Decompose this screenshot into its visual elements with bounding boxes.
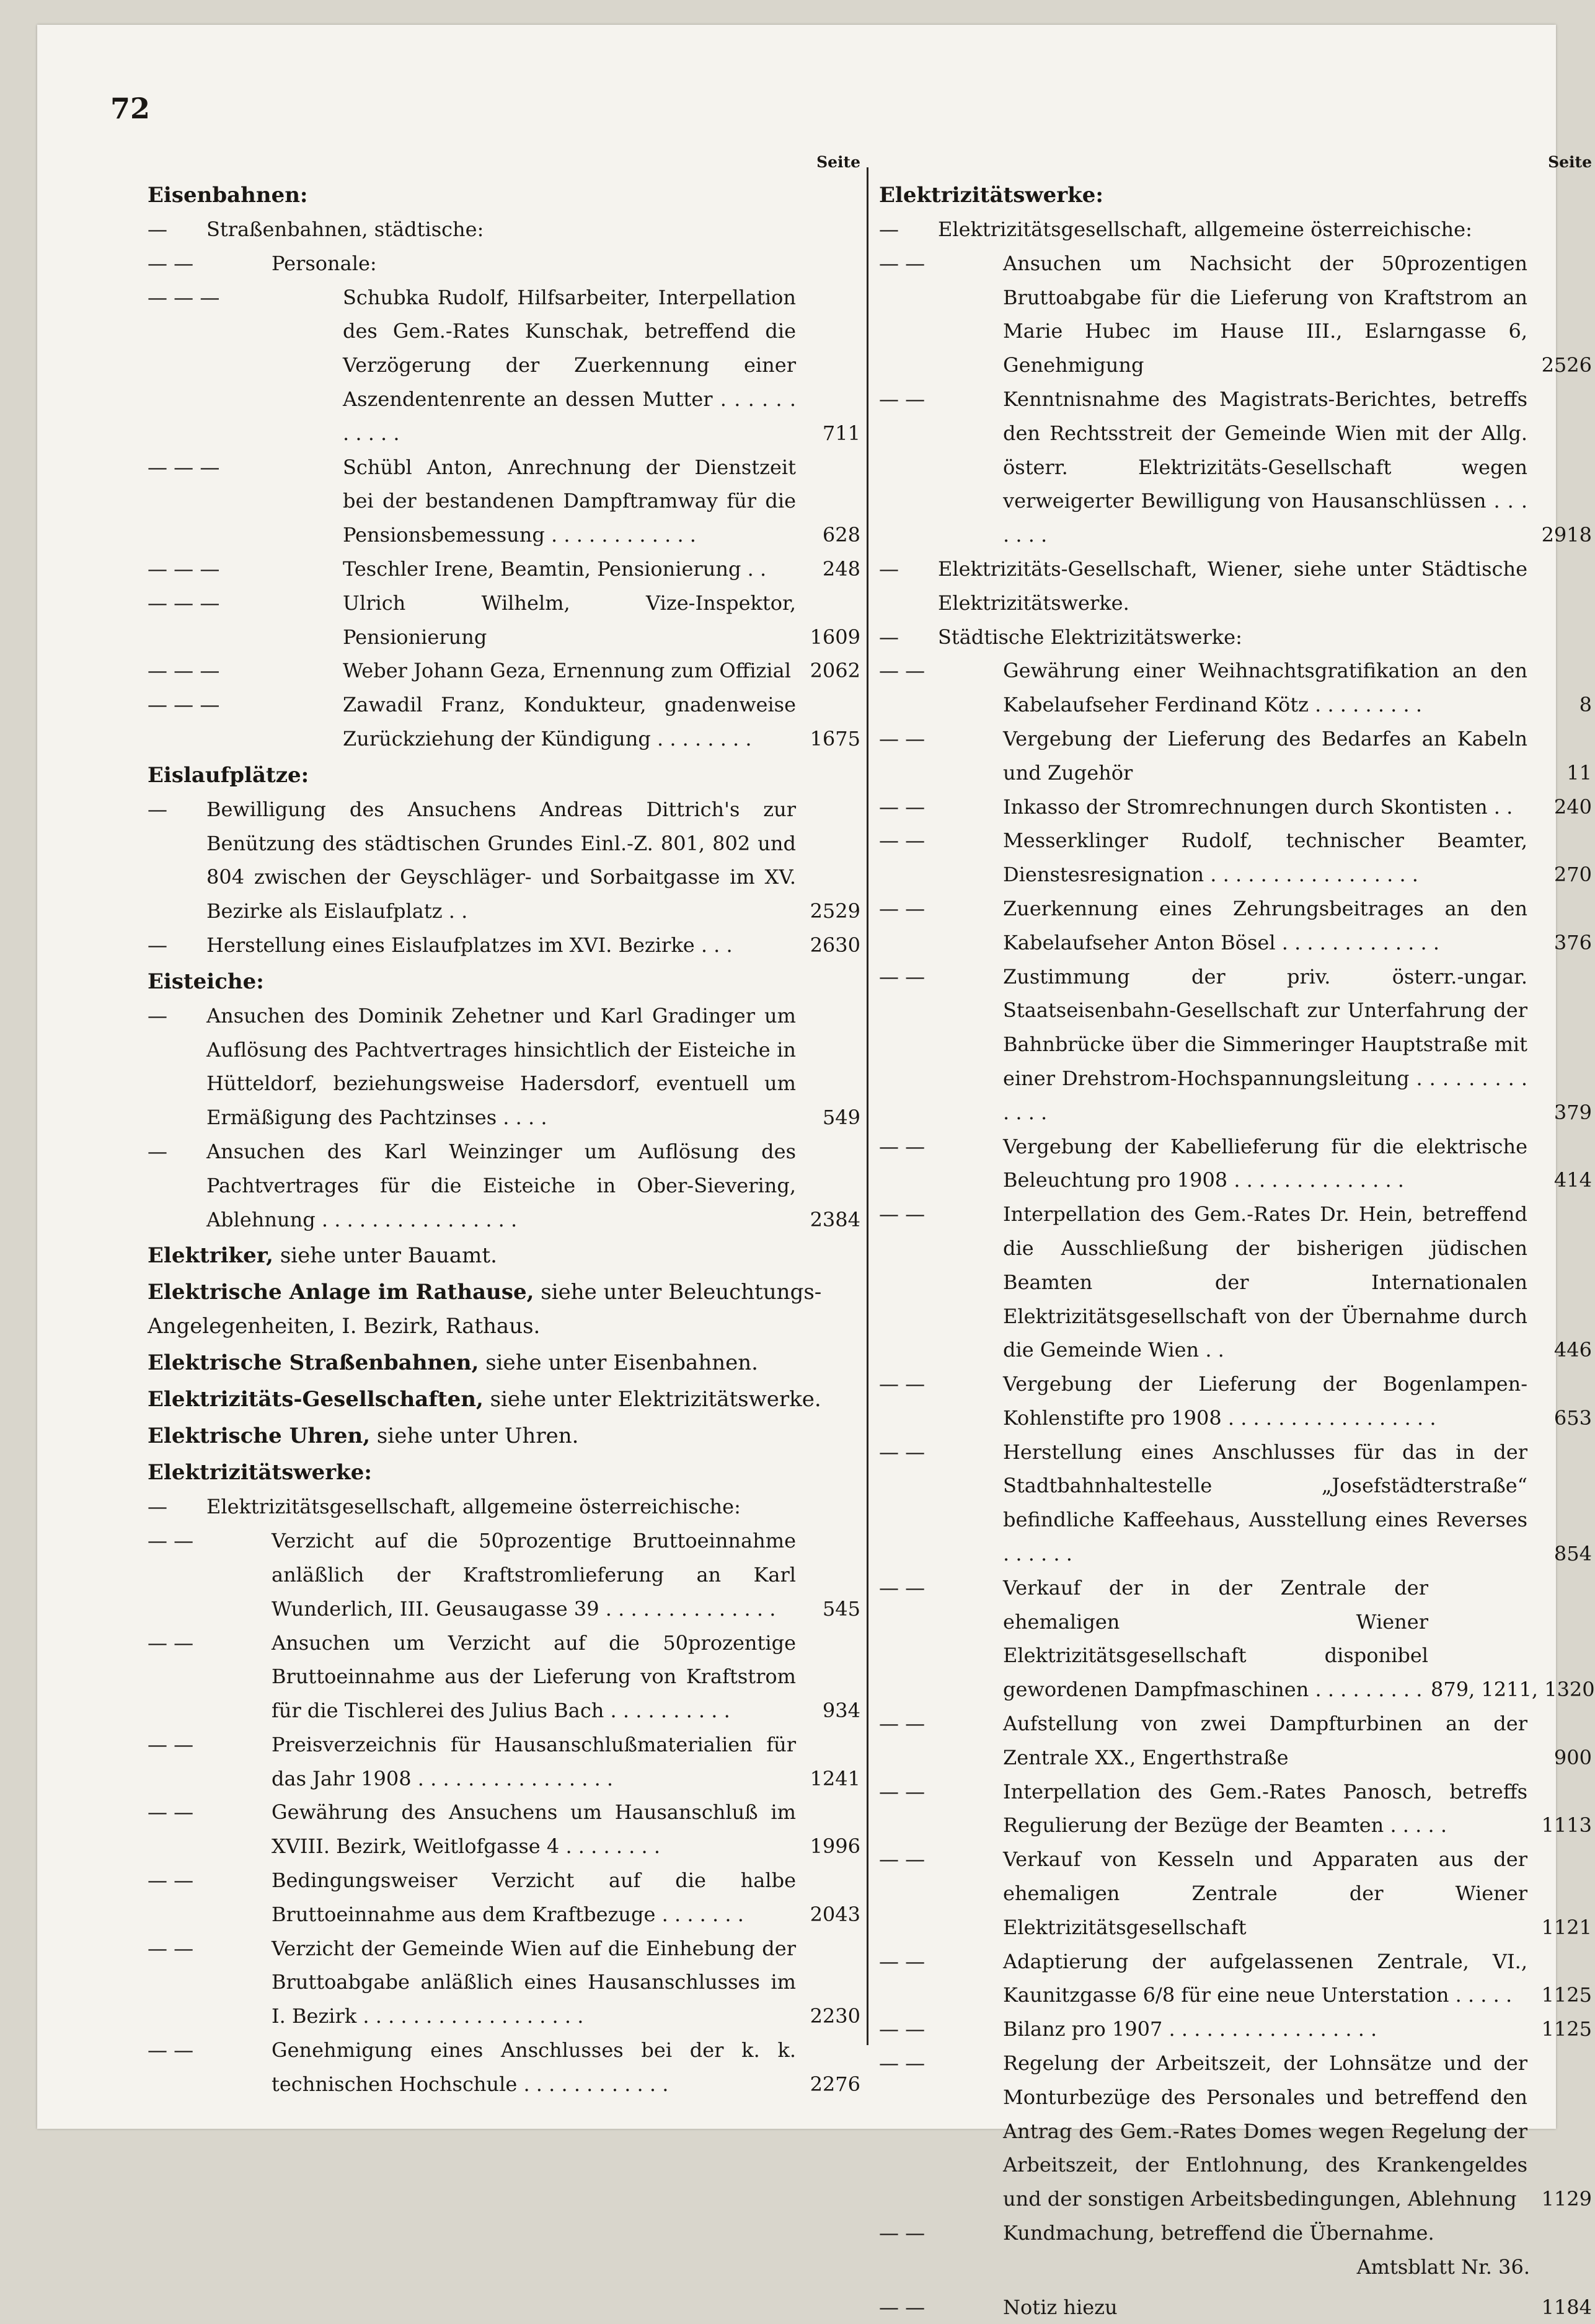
index-entry <box>148 1135 860 1236</box>
right-entries <box>879 178 1595 2324</box>
entry-text: Verkauf von Kesseln und Apparaten aus der ehemaligen Zentrale der Wiener Elektrizitätsgesellschaft <box>1003 1847 1527 1939</box>
entry-dash: — <box>879 557 906 581</box>
entry-text: Weber Johann Geza, Ernennung zum Offizial <box>343 659 791 683</box>
heading-text: Elektrische Uhren, <box>148 1424 371 1449</box>
entry-text: Verkauf der in der Zentrale der ehemaligen Wiener Elektrizitätsgesellschaft disponibel gewordenen Dampfmaschinen . . . . . . . . . <box>1003 1575 1428 1702</box>
right-column <box>879 149 1595 2324</box>
index-entry <box>148 793 860 928</box>
index-entry <box>879 1435 1592 1571</box>
entry-dash: — — <box>879 829 932 853</box>
entry-dash: — — <box>879 2295 932 2319</box>
heading-reference: siehe unter Elektrizitätswerke. <box>483 1387 821 1412</box>
entry-dash: — — — <box>148 591 226 615</box>
index-entry <box>879 213 1592 247</box>
index-entry <box>148 1728 860 1796</box>
index-heading <box>148 1383 860 1417</box>
entry-dash: — — — <box>148 693 226 717</box>
entry-text: Genehmigung eines Anschlusses bei der k. k. technischen Hochschule . . . . . . . . . . . . <box>272 2038 796 2096</box>
entry-dash: — <box>148 1003 174 1028</box>
entry-text: Ansuchen um Verzicht auf die 50prozentige Bruttoeinnahme aus der Lieferung von Kraftstrom für die Tischlerei des Julius Bach . . . . . . . . . . <box>272 1631 796 1723</box>
index-entry <box>879 722 1592 790</box>
entry-dash: — <box>879 218 906 241</box>
entry-page: 446 <box>1553 1338 1592 1362</box>
entry-page: 2276 <box>810 2072 860 2096</box>
index-entry <box>879 1945 1592 2013</box>
entry-page: 1609 <box>810 625 860 649</box>
entry-dash: — — <box>148 251 200 275</box>
entry-dash: — — <box>879 1134 932 1158</box>
entry-text: Schübl Anton, Anrechnung der Dienstzeit bei der bestandenen Dampftramway für die Pensionsbemessung . . . . . . . . . . . . <box>343 455 796 547</box>
index-heading <box>879 178 1592 213</box>
index-entry <box>148 654 860 688</box>
entry-dash: — — <box>879 1712 932 1736</box>
entry-dash: — — — <box>148 557 226 581</box>
entry-page: 879, 1211, 1320 <box>1431 1678 1595 1702</box>
entry-text: Ansuchen um Nachsicht der 50prozentigen Bruttoabgabe für die Lieferung von Kraftstrom an Marie Hubec im Hause III., Eslarngasse 6, Genehmigung <box>1003 251 1527 377</box>
entry-dash: — — <box>879 1949 932 1973</box>
heading-reference: siehe unter Bauamt. <box>273 1243 497 1269</box>
entry-dash: — <box>148 933 174 957</box>
index-entry <box>148 688 860 756</box>
left-column <box>148 149 860 2102</box>
entry-text: Bedingungsweiser Verzicht auf die halbe Bruttoeinnahme aus dem Kraftbezuge . . . . . . . <box>272 1868 796 1926</box>
heading-reference: siehe unter Eisenbahnen. <box>479 1350 758 1376</box>
index-heading <box>148 965 860 999</box>
entry-dash: — — — <box>148 285 226 309</box>
entry-text: Straßenbahnen, städtische: <box>206 218 484 241</box>
entry-page: 1125 <box>1541 2017 1592 2041</box>
seite-label-left: Seite <box>816 153 860 171</box>
entry-dash: — — <box>879 2051 932 2075</box>
entry-text: Gewährung des Ansuchens um Hausanschluß im XVIII. Bezirk, Weitlofgasse 4 . . . . . . . . <box>272 1800 796 1859</box>
entry-page: 414 <box>1553 1168 1592 1192</box>
entry-text: Ansuchen des Karl Weinzinger um Auflösung des Pachtvertrages für die Eisteiche in Ober-Sievering, Ablehnung . . . . . . . . . . . . . . . . <box>206 1139 796 1231</box>
entry-page: 934 <box>822 1699 860 1723</box>
entry-page: 711 <box>822 421 860 445</box>
heading-text: Elektrizitätswerke: <box>148 1460 372 1486</box>
entry-text: Vergebung der Lieferung des Bedarfes an Kabeln und Zugehör <box>1003 726 1527 785</box>
heading-text: Elektrizitätswerke: <box>879 183 1103 208</box>
entry-page: 1996 <box>810 1834 860 1859</box>
entry-text: Elektrizitäts-Gesellschaft, Wiener, siehe unter Städtische Elektrizitätswerke. <box>938 557 1527 615</box>
index-heading <box>148 1419 860 1453</box>
entry-dash: — <box>879 625 906 649</box>
index-entry <box>879 2046 1592 2216</box>
entry-page: 628 <box>822 523 860 547</box>
index-entry <box>148 1864 860 1932</box>
entry-page: 376 <box>1553 930 1592 954</box>
entry-page: 854 <box>1553 1542 1592 1566</box>
entry-page: 1125 <box>1541 1983 1592 2007</box>
entry-page: 545 <box>822 1596 860 1621</box>
index-entry <box>879 2012 1592 2046</box>
index-entry <box>879 1707 1592 1775</box>
index-entry <box>879 824 1592 892</box>
entry-dash: — — <box>879 794 932 819</box>
heading-text: Elektriker, <box>148 1243 274 1269</box>
entry-dash: — <box>148 218 174 241</box>
entry-dash: — — <box>879 251 932 275</box>
index-entry <box>148 281 860 451</box>
entry-dash: — — <box>879 1440 932 1464</box>
index-entry <box>148 552 860 586</box>
entry-page: 8 <box>1579 693 1592 717</box>
entry-text: Vergebung der Kabellieferung für die elektrische Beleuchtung pro 1908 . . . . . . . . . . . . . . <box>1003 1134 1527 1192</box>
entry-dash: — — — <box>148 455 226 479</box>
entry-page: 2526 <box>1541 353 1592 377</box>
index-entry <box>879 2291 1592 2324</box>
entry-text: Städtische Elektrizitätswerke: <box>938 625 1242 649</box>
entry-text: Ulrich Wilhelm, Vize-Inspektor, Pensionierung <box>343 591 796 649</box>
column-divider <box>867 167 868 2045</box>
source-note: Amtsblatt Nr. 36. <box>1356 2255 1530 2279</box>
index-entry <box>148 2033 860 2102</box>
index-entry <box>148 247 860 281</box>
heading-text: Elektrische Straßenbahnen, <box>148 1350 479 1376</box>
entry-text: Zustimmung der priv. österr.-ungar. Staatseisenbahn-Gesellschaft zur Unterfahrung der Bahnbrücke über die Simmeringer Hauptstraße mit einer Drehstrom-Hochspannungsleitung . . . . . . . . . . . . . <box>1003 964 1527 1124</box>
entry-text: Bewilligung des Ansuchens Andreas Dittrich's zur Benützung des städtischen Grundes Einl.-Z. 801, 802 und 804 zwischen der Geyschläger- und Sorbaitgasse im XV. Bezirke als Eislaufplatz . . <box>206 797 796 923</box>
index-heading <box>148 178 860 213</box>
index-entry <box>879 2216 1592 2250</box>
entry-text: Gewährung einer Weihnachtsgratifikation an den Kabelaufseher Ferdinand Kötz . . . . . . . . . <box>1003 659 1527 717</box>
entry-dash: — <box>148 797 174 821</box>
entry-page: 2529 <box>810 899 860 923</box>
left-entries <box>148 178 860 2102</box>
entry-dash: — — <box>148 1936 200 1960</box>
entry-page: 1184 <box>1541 2295 1592 2319</box>
entry-text: Verzicht der Gemeinde Wien auf die Einhebung der Bruttoabgabe anläßlich eines Hausanschlusses im I. Bezirk . . . . . . . . . . . . . . . . . . <box>272 1936 796 2028</box>
heading-text: Eisteiche: <box>148 969 264 994</box>
index-entry <box>879 552 1592 620</box>
entry-text: Elektrizitätsgesellschaft, allgemeine österreichische: <box>938 218 1472 241</box>
page-number: 72 <box>110 92 151 125</box>
entry-page: 11 <box>1566 760 1592 785</box>
entry-text: Zuerkennung eines Zehrungsbeitrages an den Kabelaufseher Anton Bösel . . . . . . . . . . . . . <box>1003 896 1527 954</box>
entry-dash: — — <box>879 2017 932 2041</box>
entry-dash: — — <box>879 964 932 988</box>
entry-dash: — — <box>148 1868 200 1893</box>
entry-dash: — <box>148 1495 174 1519</box>
index-entry <box>879 790 1592 824</box>
entry-page: 240 <box>1553 794 1592 819</box>
entry-text: Elektrizitätsgesellschaft, allgemeine österreichische: <box>206 1495 741 1519</box>
index-entry <box>148 1490 860 1524</box>
index-heading <box>148 1239 860 1273</box>
entry-text: Zawadil Franz, Kondukteur, gnadenweise Zurückziehung der Kündigung . . . . . . . . <box>343 693 796 750</box>
index-entry <box>879 1367 1592 1435</box>
entry-text: Ansuchen des Dominik Zehetner und Karl Gradinger um Auflösung des Pachtvertrages hinsichtlich der Eisteiche in Hütteldorf, beziehungsweise Hadersdorf, eventuell um Ermäßigung des Pachtzinses . . . . <box>206 1003 796 1130</box>
heading-reference: siehe unter Uhren. <box>370 1424 579 1449</box>
index-heading <box>148 1275 860 1344</box>
entry-text: Bilanz pro 1907 . . . . . . . . . . . . . . . . . <box>1003 2017 1377 2041</box>
entry-page: 2630 <box>810 933 860 957</box>
index-entry <box>148 1626 860 1728</box>
entry-text: Herstellung eines Eislaufplatzes im XVI. Bezirke . . . <box>206 933 733 957</box>
entry-page: 1675 <box>810 726 860 750</box>
heading-text: Eislaufplätze: <box>148 762 309 788</box>
heading-text: Elektrische Anlage im Rathause, <box>148 1280 534 1305</box>
entry-page: 2043 <box>810 1902 860 1926</box>
index-entry <box>879 382 1592 552</box>
entry-text: Vergebung der Lieferung der Bogenlampen-Kohlenstifte pro 1908 . . . . . . . . . . . . . . . . . <box>1003 1372 1527 1430</box>
entry-text: Herstellung eines Anschlusses für das in der Stadtbahnhaltestelle „Josefstädterstraße“ befindliche Kaffeehaus, Ausstellung eines Reverses . . . . . . <box>1003 1440 1527 1566</box>
entry-dash: — <box>148 1139 174 1163</box>
index-heading <box>148 1346 860 1380</box>
entry-dash: — — <box>148 1529 200 1553</box>
entry-page: 1241 <box>810 1766 860 1790</box>
entry-dash: — — <box>148 1800 200 1824</box>
entry-page: 270 <box>1553 863 1592 887</box>
index-entry <box>148 999 860 1135</box>
entry-dash: — — <box>879 896 932 920</box>
entry-text: Adaptierung der aufgelassenen Zentrale, VI., Kaunitzgasse 6/8 für eine neue Unterstation . . . . . <box>1003 1949 1527 2007</box>
index-entry <box>879 654 1592 722</box>
page-sheet <box>37 25 1595 2319</box>
entry-text: Interpellation des Gem.-Rates Panosch, betreffs Regulierung der Bezüge der Beamten . . . . . <box>1003 1779 1527 1838</box>
index-entry <box>879 1130 1592 1198</box>
entry-text: Preisverzeichnis für Hausanschlußmaterialien für das Jahr 1908 . . . . . . . . . . . . . . . . <box>272 1732 796 1790</box>
index-heading <box>148 1456 860 1490</box>
index-entry <box>879 892 1592 960</box>
entry-dash: — — <box>879 1202 932 1226</box>
entry-dash: — — <box>879 387 932 411</box>
heading-text: Eisenbahnen: <box>148 183 308 208</box>
entry-text: Aufstellung von zwei Dampfturbinen an der Zentrale XX., Engerthstraße <box>1003 1712 1527 1769</box>
entry-text: Kenntnisnahme des Magistrats-Berichtes, betreffs den Rechtsstreit der Gemeinde Wien mit der Allg. österr. Elektrizitäts-Gesellschaft wegen verweigerter Bewilligung von Hausanschlüssen . . . . . . . <box>1003 387 1527 547</box>
index-entry <box>148 1795 860 1864</box>
entry-dash: — — <box>879 2221 932 2245</box>
index-entry <box>879 1197 1592 1367</box>
entry-dash: — — <box>148 2038 200 2062</box>
entry-page: 2918 <box>1541 523 1592 547</box>
entry-page: 549 <box>822 1106 860 1130</box>
entry-text: Schubka Rudolf, Hilfsarbeiter, Interpellation des Gem.-Rates Kunschak, betreffend die Verzögerung der Zuerkennung einer Aszendentenrente an dessen Mutter . . . . . . . . . . . <box>343 285 796 445</box>
entry-dash: — — <box>879 1847 932 1872</box>
index-entry <box>148 451 860 552</box>
entry-dash: — — — <box>148 659 226 683</box>
entry-dash: — — <box>148 1732 200 1756</box>
entry-dash: — — <box>879 1779 932 1803</box>
index-entry <box>879 1571 1595 1707</box>
entry-text: Regelung der Arbeitszeit, der Lohnsätze und der Monturbezüge des Personales und betreffend den Antrag des Gem.-Rates Domes wegen Regelung der Arbeitszeit, der Entlohnung, des Krankengeldes und der sonstigen Arbeitsbedingungen, Ablehnung <box>1003 2051 1527 2211</box>
entry-page: 248 <box>822 557 860 581</box>
entry-dash: — — <box>879 1372 932 1396</box>
entry-dash: — — <box>879 659 932 683</box>
index-entry <box>879 960 1592 1130</box>
heading-text: Elektrizitäts-Gesellschaften, <box>148 1387 484 1412</box>
index-entry <box>148 1524 860 1626</box>
entry-text: Verzicht auf die 50prozentige Bruttoeinnahme anläßlich der Kraftstromlieferung an Karl Wunderlich, III. Geusaugasse 39 . . . . . . . . . . . . . . <box>272 1529 796 1621</box>
index-entry <box>879 1842 1592 1944</box>
entry-text: Inkasso der Stromrechnungen durch Skontisten . . <box>1003 794 1513 819</box>
entry-page: 379 <box>1553 1100 1592 1124</box>
index-heading <box>148 759 860 793</box>
entry-dash: — — <box>879 1575 932 1600</box>
seite-label-right: Seite <box>1548 153 1592 171</box>
entry-text: Messerklinger Rudolf, technischer Beamter, Dienstesresignation . . . . . . . . . . . . . . . . . <box>1003 829 1527 887</box>
entry-dash: — — <box>148 1631 200 1655</box>
entry-page: 900 <box>1553 1745 1592 1769</box>
heading-reference: siehe unter Beleuchtungs-Angelegenheiten, I. Bezirk, Rathaus. <box>148 1280 822 1339</box>
entry-page: 2230 <box>810 2004 860 2028</box>
entry-text: Teschler Irene, Beamtin, Pensionierung . . <box>343 557 767 581</box>
entry-text: Personale: <box>272 251 377 275</box>
index-entry <box>148 1932 860 2033</box>
index-entry <box>879 247 1592 382</box>
entry-page: 1121 <box>1541 1915 1592 1939</box>
entry-text: Interpellation des Gem.-Rates Dr. Hein, betreffend die Ausschließung der bisherigen jüdischen Beamten der Internationalen Elektrizitätsgesellschaft von der Übernahme durch die Gemeinde Wien . . <box>1003 1202 1527 1362</box>
entry-text: Kundmachung, betreffend die Übernahme. <box>1003 2221 1434 2245</box>
index-entry <box>148 213 860 247</box>
entry-page: 2384 <box>810 1207 860 1231</box>
entry-page: 653 <box>1553 1406 1592 1430</box>
entry-page: 1113 <box>1541 1813 1592 1838</box>
entry-text: Notiz hiezu <box>1003 2295 1118 2319</box>
index-entry <box>879 1775 1592 1843</box>
index-entry <box>879 620 1592 654</box>
entry-page: 1129 <box>1541 2187 1592 2211</box>
entry-dash: — — <box>879 726 932 750</box>
index-entry <box>148 586 860 654</box>
entry-page: 2062 <box>810 659 860 683</box>
index-entry <box>148 928 860 962</box>
